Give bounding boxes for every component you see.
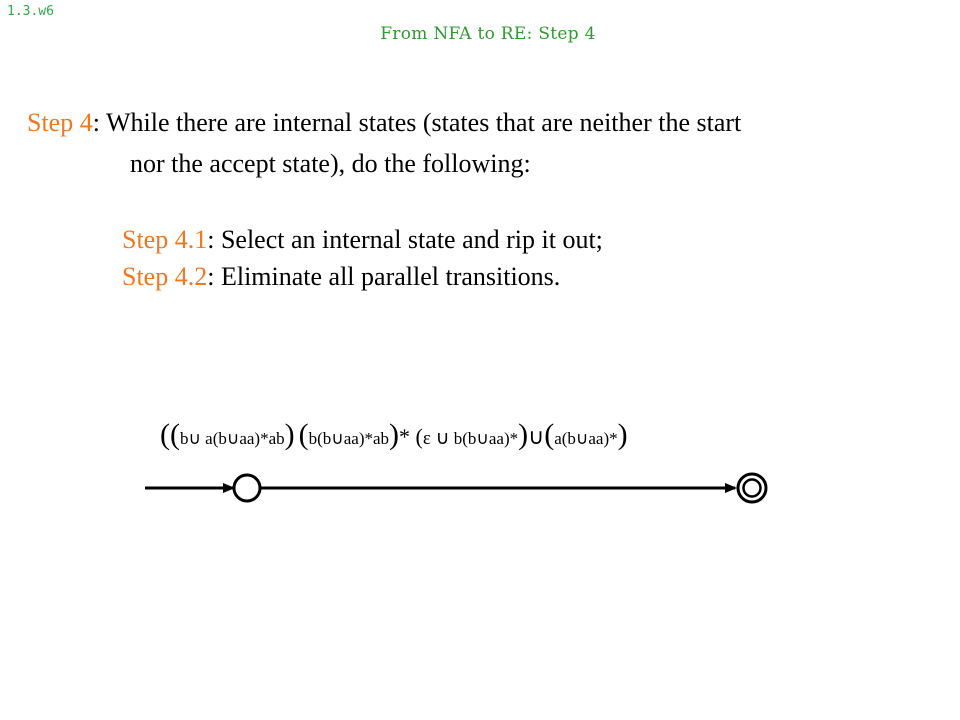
step42-label: Step 4.2 [122,262,208,291]
regex-paren: ( [544,418,555,451]
regex-term-3: b(b∪aa)* [449,429,519,448]
step4-label: Step 4 [27,108,93,137]
step41-label: Step 4.1 [122,225,208,254]
regex-paren: ) [518,418,529,451]
step4-text: : While there are internal states (states that are neither the start [92,108,742,137]
regex-paren: ) [284,418,295,451]
regex-paren: ( [298,418,309,451]
regex-term-4: a(b∪aa)* [554,429,618,448]
regex-star-open: * ( [399,424,423,449]
start-state [234,475,260,501]
slide-id: 1.3.w6 [7,4,54,19]
regex-paren: (( [160,418,180,451]
step41-text: : Select an internal state and rip it out; [207,225,603,254]
regex-paren: ) [389,418,400,451]
page-title: From NFA to RE: Step 4 [380,24,596,44]
step4-line2: nor the accept state), do the following: [130,149,531,178]
accept-state [738,474,766,502]
regex-paren: ) [617,418,628,451]
regex-term-2: b(b∪aa)*ab [308,429,390,448]
step42-text: : Eliminate all parallel transitions. [207,262,561,291]
regex-term-1: b∪ a(b∪aa)*ab [179,429,285,448]
regex-epsilon: ε ∪ [422,428,450,449]
regex-union: ∪ [528,424,545,449]
